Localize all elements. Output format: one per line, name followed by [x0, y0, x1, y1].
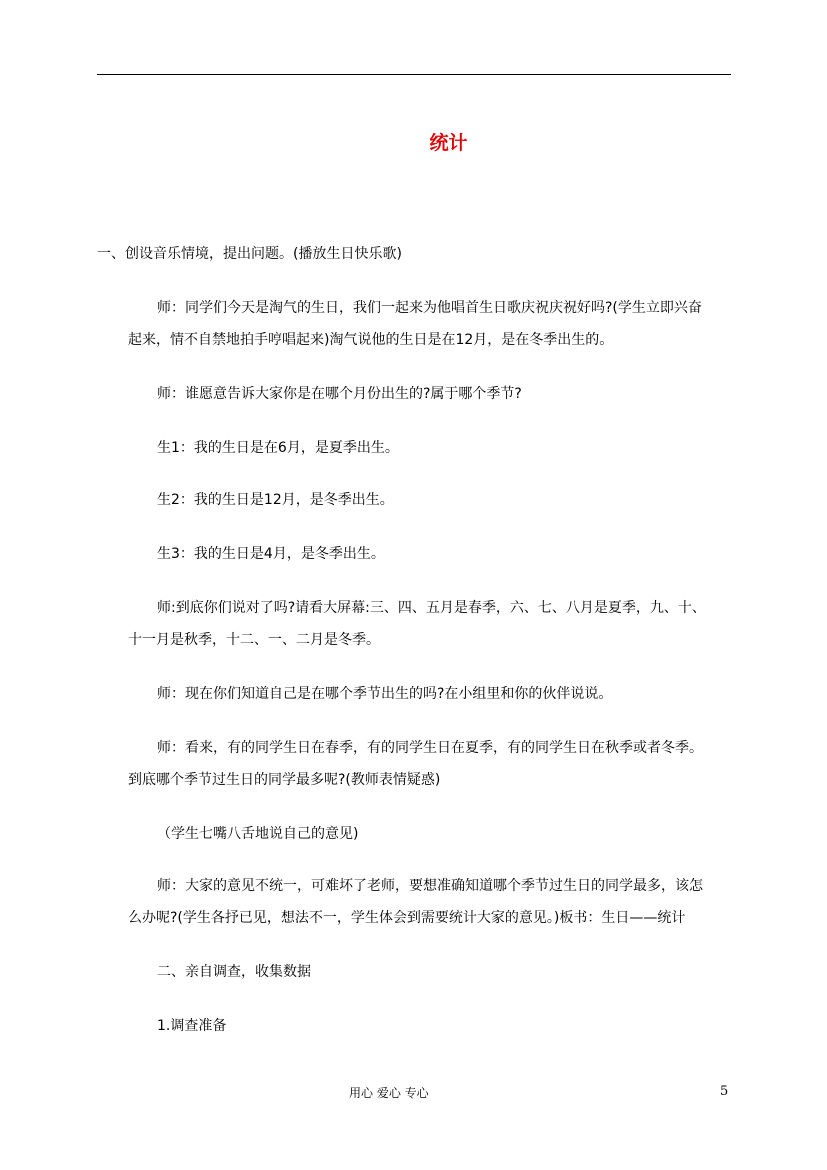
page-number: 5	[720, 1084, 729, 1099]
paragraph-student-2: 生2：我的生日是12月，是冬季出生。	[157, 492, 394, 508]
header-rule	[97, 74, 731, 75]
paragraph-teacher-birthday-line1: 师：同学们今天是淘气的生日，我们一起来为他唱首生日歌庆祝庆祝好吗?(学生立即兴奋	[157, 300, 702, 316]
document-title: 统计	[429, 132, 468, 154]
paragraph-teacher-seasons-line1: 师:到底你们说对了吗?请看大屏幕:三、四、五月是春季，六、七、八月是夏季，九、十、	[157, 600, 706, 616]
paragraph-teacher-question: 师：谁愿意告诉大家你是在哪个月份出生的?属于哪个季节?	[157, 386, 522, 402]
paragraph-student-1: 生1：我的生日是在6月，是夏季出生。	[157, 440, 399, 456]
paragraph-students-opinions: （学生七嘴八舌地说自己的意见)	[157, 826, 359, 842]
paragraph-teacher-statistics-line2: 么办呢?(学生各抒已见，想法不一，学生体会到需要统计大家的意见。)板书：生日——统计	[128, 910, 686, 926]
paragraph-teacher-which-season-line1: 师：看来，有的同学生日在春季，有的同学生日在夏季，有的同学生日在秋季或者冬季。	[157, 740, 703, 756]
paragraph-section-one-heading: 一、创设音乐情境，提出问题。(播放生日快乐歌)	[97, 246, 402, 262]
paragraph-student-3: 生3：我的生日是4月，是冬季出生。	[157, 546, 385, 562]
paragraph-survey-preparation: 1.调查准备	[157, 1018, 227, 1034]
paragraph-teacher-seasons-line2: 十一月是秋季，十二、一、二月是冬季。	[128, 632, 380, 648]
paragraph-teacher-statistics-line1: 师：大家的意见不统一，可难坏了老师，要想准确知道哪个季节过生日的同学最多，该怎	[157, 878, 703, 894]
paragraph-teacher-which-season-line2: 到底哪个季节过生日的同学最多呢?(教师表情疑惑)	[128, 772, 441, 788]
footer-motto: 用心 爱心 专心	[349, 1086, 429, 1100]
paragraph-teacher-group-talk: 师：现在你们知道自己是在哪个季节出生的吗?在小组里和你的伙伴说说。	[157, 686, 613, 702]
paragraph-section-two-heading: 二、亲自调查，收集数据	[157, 964, 311, 980]
paragraph-teacher-birthday-line2: 起来，情不自禁地拍手哼唱起来)淘气说他的生日是在12月，是在冬季出生的。	[128, 332, 614, 348]
